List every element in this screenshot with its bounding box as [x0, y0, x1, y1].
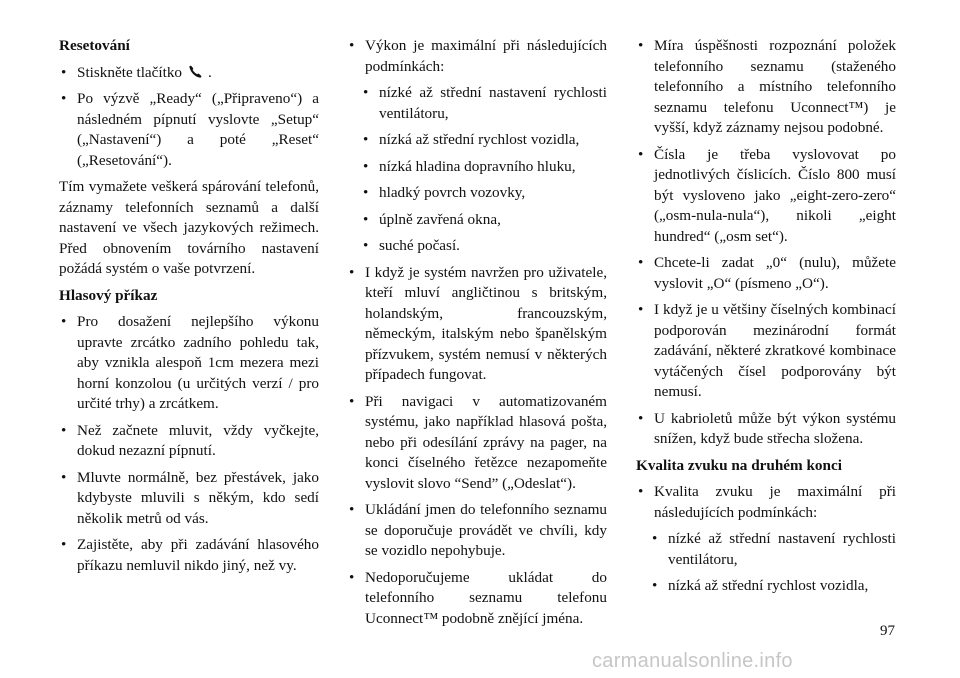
list-item: [636, 482, 896, 523]
column-middle: [347, 36, 607, 635]
list-item: • Čísla je třeba vyslovovat po jednotlivých číslicích. Číslo 800 musí být vysloveno jako „eight-zero-zero“ („osm-nula-nula“), nikoli „eight hundred“ („osm set“).: [636, 145, 896, 248]
phone-handset-icon: [188, 65, 206, 79]
list-item: • úplně zavřená okna,: [347, 210, 607, 231]
column-right: [636, 36, 896, 603]
heading-audio-quality: Kvalita zvuku na druhém konci: [636, 456, 842, 474]
list-item: • I když je systém navržen pro uživatele, kteří mluví angličtinou s britským, holandským, francouzským, německým, italským nebo španělským přízvukem, systém nemusí v některých případech fungovat.: [347, 263, 607, 386]
list-item: • U kabrioletů může být výkon systému snížen, když bude střecha složena.: [636, 409, 896, 450]
recognition-list: [636, 36, 896, 450]
list-item: • Pro dosažení nejlepšího výkonu upravte zrcátko zadního pohledu tak, aby vznikla alespoň 1cm mezera mezi horní konzolou (u určitých verzí / pro určité trhy) a zrcátkem.: [59, 312, 319, 415]
notes-list: [347, 263, 607, 630]
page-number: 97: [880, 623, 895, 639]
list-item: • Stiskněte tlačítko .: [59, 63, 319, 84]
audio-list: [636, 482, 896, 523]
list-item: • nízké až střední nastavení rychlosti ventilátoru,: [636, 529, 896, 570]
list-item: [347, 36, 607, 77]
reset-paragraph: Tím vymažete veškerá spárování telefonů, záznamy telefonních seznamů a další nastavení ve všech jazykových režimech. Před obnovením továrního nastavení požádá systém o vaše potvrzení.: [59, 178, 319, 277]
list-item: • Zajistěte, aby při zadávání hlasového příkazu nemluvil nikdo jiný, než vy.: [59, 535, 319, 576]
heading-reset: Resetování: [59, 37, 130, 54]
watermark: carmanualsonline.info: [592, 650, 793, 672]
list-item: • nízká až střední rychlost vozidla,: [347, 130, 607, 151]
list-item: • nízká hladina dopravního hluku,: [347, 157, 607, 178]
list-item: • Chcete-li zadat „0“ (nulu), můžete vyslovit „O“ (písmeno „O“).: [636, 253, 896, 294]
list-item: • suché počasí.: [347, 236, 607, 257]
list-item: • nízká až střední rychlost vozidla,: [636, 576, 896, 597]
audio-intro: • Kvalita zvuku je maximální při následujících podmínkách:: [654, 483, 896, 521]
performance-intro: • Výkon je maximální při následujících podmínkách:: [365, 37, 607, 75]
voice-list: [59, 312, 319, 576]
heading-voice-command: Hlasový příkaz: [59, 286, 158, 304]
list-item: • I když je u většiny číselných kombinací podporován mezinárodní formát zadávání, některé zkratkové kombinace vytáčených čísel podporovány být nemusí.: [636, 300, 896, 403]
list-item: • Mluvte normálně, bez přestávek, jako kdybyste mluvili s někým, kdo sedí několik metrů od vás.: [59, 468, 319, 530]
performance-list: [347, 36, 607, 77]
list-item: • hladký povrch vozovky,: [347, 183, 607, 204]
column-left: [59, 36, 319, 582]
list-item: • Ukládání jmen do telefonního seznamu se doporučuje provádět ve chvíli, kdy se vozidlo nepohybuje.: [347, 500, 607, 562]
performance-conditions: [347, 83, 607, 257]
list-item: • Po výzvě „Ready“ („Připraveno“) a následném pípnutí vyslovte „Setup“ („Nastavení“) a poté „Reset“ („Resetování“).: [59, 89, 319, 171]
list-item: • Nedoporučujeme ukládat do telefonního seznamu telefonu Uconnect™ podobně znějící jména.: [347, 568, 607, 630]
audio-conditions: [636, 529, 896, 597]
list-item: • Než začnete mluvit, vždy vyčkejte, dokud nezazní pípnutí.: [59, 421, 319, 462]
list-item: • Při navigaci v automatizovaném systému, jako například hlasová pošta, nebo při odesílání zprávy na pager, na konci číselného řetězce nezapomeňte vyslovit slovo “Send” („Odeslat“).: [347, 392, 607, 495]
list-item: • Míra úspěšnosti rozpoznání položek telefonního seznamu (staženého telefonního a místního telefonního seznamu telefonu Uconnect™) je vyšší, když záznamy nejsou podobné.: [636, 36, 896, 139]
reset-list: [59, 63, 319, 172]
list-item: • nízké až střední nastavení rychlosti ventilátoru,: [347, 83, 607, 124]
